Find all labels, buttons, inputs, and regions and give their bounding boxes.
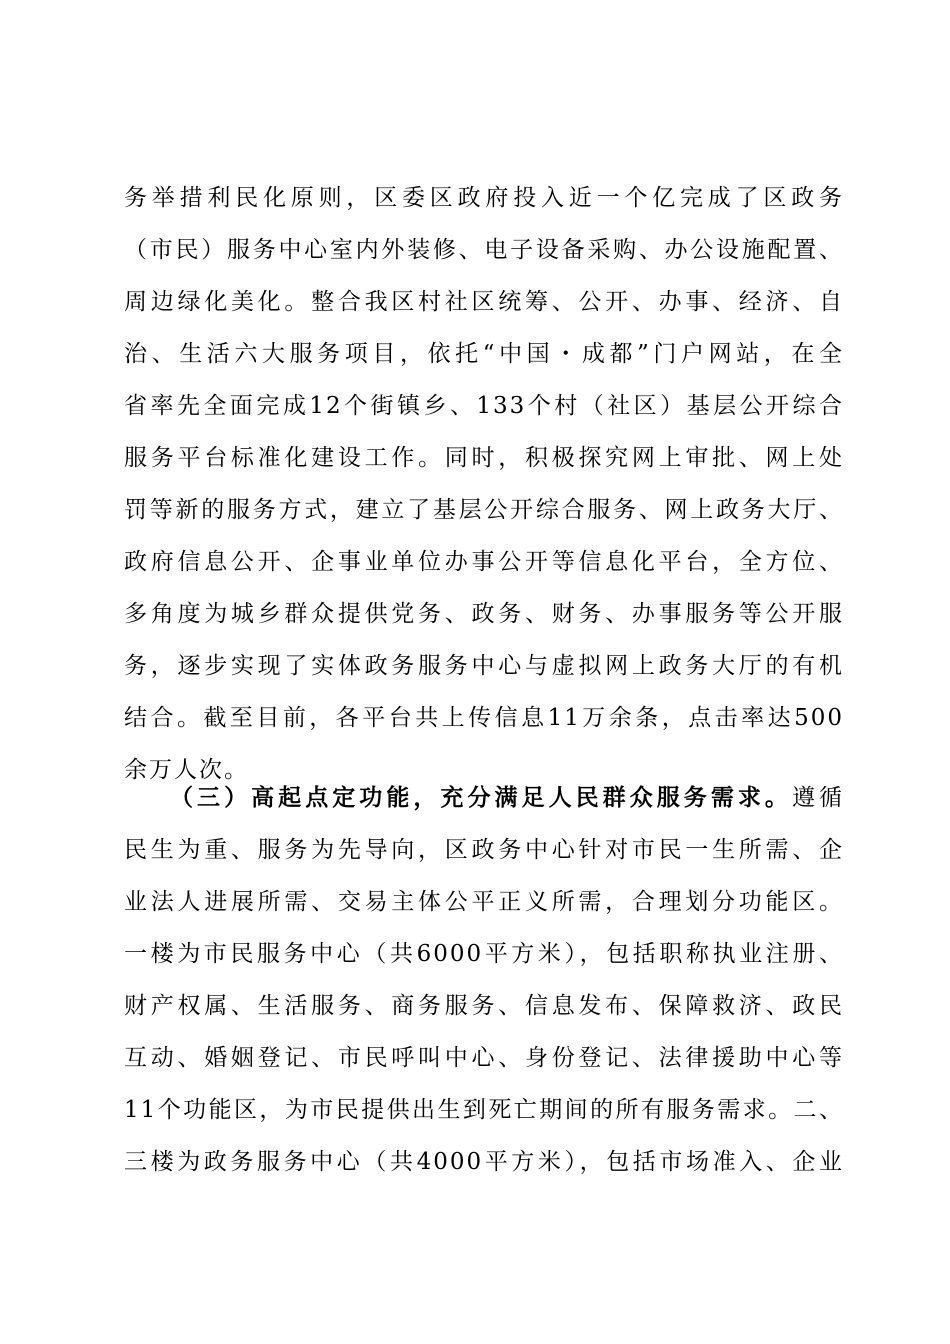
paragraph-line: 多角度为城乡群众提供党务、政务、财务、办事服务等公开服 (124, 601, 844, 627)
paragraph-line: 务举措利民化原则，区委区政府投入近一个亿完成了区政务 (124, 185, 844, 211)
paragraph-line: 余万人次。 (124, 757, 249, 783)
paragraph-line: 结合。截至目前，各平台共上传信息11万余条，点击率达500 (124, 705, 844, 731)
heading-line-continuation: 遵循 (791, 785, 845, 811)
paragraph-1 (124, 172, 844, 796)
section-heading: （三）高起点定功能，充分满足人民群众服务需求。 (170, 784, 792, 811)
paragraph-line: 业法人进展所需、交易主体公平正义所需，合理划分功能区。 (124, 889, 844, 915)
paragraph-line: 罚等新的服务方式，建立了基层公开综合服务、网上政务大厅、 (124, 497, 844, 523)
paragraph-line: 服务平台标准化建设工作。同时，积极探究网上审批、网上处 (124, 445, 844, 471)
paragraph-line: 务，逐步实现了实体政务服务中心与虚拟网上政务大厅的有机 (124, 653, 844, 679)
section-heading-line (124, 772, 844, 824)
paragraph-line: 治、生活六大服务项目，依托“中国・成都”门户网站，在全 (124, 341, 844, 367)
paragraph-2 (124, 772, 844, 1188)
paragraph-line: 一楼为市民服务中心（共6000平方米），包括职称执业注册、 (124, 941, 844, 967)
paragraph-line: 11个功能区，为市民提供出生到死亡期间的所有服务需求。二、 (124, 1097, 844, 1123)
paragraph-line: 财产权属、生活服务、商务服务、信息发布、保障救济、政民 (124, 993, 844, 1019)
paragraph-line: 政府信息公开、企事业单位办事公开等信息化平台，全方位、 (124, 549, 844, 575)
paragraph-line: 互动、婚姻登记、市民呼叫中心、身份登记、法律援助中心等 (124, 1045, 844, 1071)
paragraph-line: 民生为重、服务为先导向，区政务中心针对市民一生所需、企 (124, 837, 844, 863)
paragraph-line: （市民）服务中心室内外装修、电子设备采购、办公设施配置、 (124, 237, 844, 263)
paragraph-line: 省率先全面完成12个街镇乡、133个村（社区）基层公开综合 (124, 393, 844, 419)
paragraph-line: 周边绿化美化。整合我区村社区统筹、公开、办事、经济、自 (124, 289, 844, 315)
paragraph-line: 三楼为政务服务中心（共4000平方米），包括市场准入、企业 (124, 1149, 844, 1175)
